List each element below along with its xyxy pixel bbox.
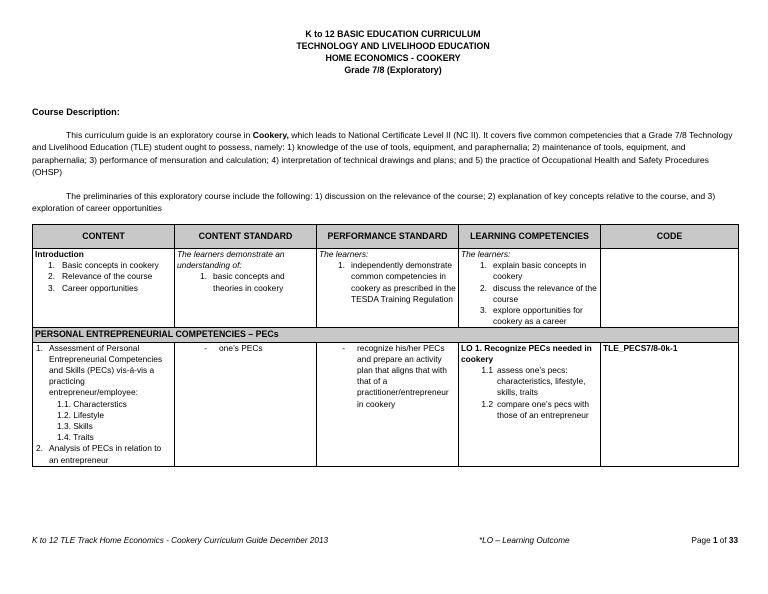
- p1-post: which leads to National Certificate Level II (NC II). It covers five common competencies that a Grade 7/8 Technology and Livelihood Education (TLE) student ought to possess, namely: 1) knowledge of the use of tools, equipment, and paraphernalia; 2) maintenance of tools, equipment, and paraphernalia; 3) performance of mensuration and calculation; 4) interpretation of technical drawings and plans; and 5) the practice of Occupational Health and Safety Procedures (OHSP): [32, 130, 733, 177]
- list-item: 2. Relevance of the course: [48, 271, 153, 282]
- intro-learning-competencies-cell: [459, 249, 601, 328]
- ps-lead: The learners:: [319, 249, 369, 259]
- list-item: - one’s PECs: [204, 342, 263, 353]
- list-item: 1.3. Skills: [57, 421, 93, 432]
- table-header-row: [33, 225, 739, 249]
- header-line-2: TECHNOLOGY AND LIVELIHOOD EDUCATION: [296, 41, 490, 51]
- p1-pre: This curriculum guide is an exploratory course in: [66, 130, 253, 140]
- course-description-paragraph-1: [32, 129, 736, 178]
- intro-content-standard-cell: [175, 249, 317, 328]
- list-item: 1.1. Characterstics: [57, 398, 127, 409]
- table-row-introduction: [33, 249, 739, 328]
- pecs-content-standard-cell: [175, 342, 317, 466]
- section-title: PERSONAL ENTREPRENEURIAL COMPETENCIES – PECs: [33, 328, 739, 342]
- header-code: CODE: [601, 225, 739, 249]
- intro-title: Introduction: [35, 249, 84, 259]
- pecs-code-cell: [601, 342, 739, 466]
- list-item: 3. Career opportunities: [48, 282, 138, 293]
- header-learning-competencies: LEARNING COMPETENCIES: [459, 225, 601, 249]
- list-item: 1. explain basic concepts in cookery: [480, 260, 587, 282]
- header-line-4: Grade 7/8 (Exploratory): [344, 65, 442, 75]
- list-item: 3. explore opportunities for cookery as a career: [480, 305, 583, 327]
- p1-bold: Cookery,: [252, 130, 289, 140]
- header-content: CONTENT: [33, 225, 175, 249]
- pecs-content-cell: [33, 342, 175, 466]
- intro-content-cell: [33, 249, 175, 328]
- table-row-pecs: [33, 342, 739, 466]
- curriculum-table: [32, 224, 739, 467]
- list-item: 1.2. Lifestyle: [57, 409, 105, 420]
- list-item: 1. Basic concepts in cookery: [48, 260, 159, 271]
- list-item: 1. basic concepts and theories in cookery: [200, 271, 285, 293]
- footer-title: K to 12 TLE Track Home Economics - Cookery Curriculum Guide December 2013: [32, 536, 329, 545]
- list-item: - recognize his/her PECs and prepare an activity plan that aligns that with that of a practitioner/entrepreneur in cookery: [342, 342, 449, 409]
- header-line-3: HOME ECONOMICS - COOKERY: [325, 53, 461, 63]
- list-item: 1.2 compare one’s pecs with those of an entrepreneur: [481, 398, 590, 420]
- pecs-learning-competencies-cell: [459, 342, 601, 466]
- pecs-performance-standard-cell: [317, 342, 459, 466]
- course-description-paragraph-2: [32, 190, 736, 215]
- header-performance-standard: PERFORMANCE STANDARD: [317, 225, 459, 249]
- cs-lead: The learners demonstrate an understanding of:: [177, 249, 285, 271]
- document-header: [0, 28, 768, 76]
- intro-performance-standard-cell: [317, 249, 459, 328]
- header-content-standard: CONTENT STANDARD: [175, 225, 317, 249]
- list-item: 1.4. Traits: [57, 432, 94, 443]
- list-item: 1.1 assess one’s pecs: characteristics, lifestyle, skills, traits: [481, 365, 586, 398]
- lo-title: LO 1. Recognize PECs needed in cookery: [461, 342, 592, 364]
- list-item: 1. independently demonstrate common competencies in cookery as prescribed in the TESDA Training Regulation: [338, 260, 456, 304]
- competency-code: TLE_PECS7/8-0k-1: [603, 342, 678, 353]
- list-item: 1. Assessment of Personal Entrepreneurial Competencies and Skills (PECs) vis-á-vis a practicing entrepreneur/employee:: [36, 342, 163, 398]
- footer-lo-note: *LO – Learning Outcome: [479, 536, 570, 545]
- header-line-1: K to 12 BASIC EDUCATION CURRICULUM: [305, 29, 481, 39]
- intro-code-cell: [601, 249, 739, 328]
- p2-text: The preliminaries of this exploratory course include the following: 1) discussion on the relevance of the course; 2) explanation of key concepts relative to the course, and 3) exploration of career opportunities: [32, 191, 716, 214]
- lc-lead: The learners:: [461, 249, 511, 259]
- course-description-title: Course Description:: [32, 107, 120, 117]
- page-number: Page 1 of 33: [691, 536, 738, 545]
- section-row-pecs: [33, 328, 739, 342]
- list-item: 2. discuss the relevance of the course: [480, 282, 597, 304]
- list-item: 2. Analysis of PECs in relation to an entrepreneur: [36, 443, 162, 465]
